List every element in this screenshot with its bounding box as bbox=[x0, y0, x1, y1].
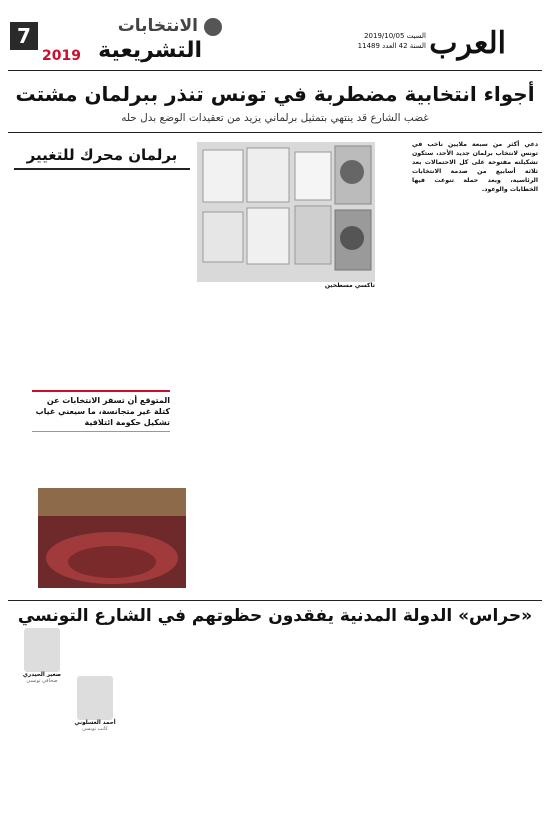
masthead-divider bbox=[8, 70, 542, 71]
pull-quote bbox=[32, 390, 170, 432]
posters-graphic bbox=[197, 142, 375, 282]
section-banner bbox=[42, 16, 222, 66]
article-column-1 bbox=[412, 140, 538, 385]
section-year: 2019 bbox=[42, 48, 81, 64]
bottom-divider bbox=[8, 600, 542, 601]
author-right-photo bbox=[24, 628, 60, 672]
side-headline: برلمان محرك للتغيير bbox=[14, 146, 190, 170]
issue-date: السبت 2019/10/05 bbox=[364, 32, 426, 40]
photo-caption bbox=[197, 282, 375, 296]
photo-credit: تاكسي مسطحين bbox=[324, 282, 375, 289]
main-subheadline: غضب الشارع قد ينتهي بتمثيل برلماني يزيد من تعقيدات الوضع بدل حله bbox=[121, 112, 429, 124]
page-number: 7 bbox=[10, 22, 38, 50]
author-right-name: صغير الحيدري bbox=[22, 672, 62, 678]
campaign-posters-photo bbox=[197, 142, 375, 282]
issue-number: السنة 42 العدد 11489 bbox=[357, 42, 426, 50]
parliament-photo bbox=[38, 488, 186, 588]
masthead bbox=[0, 0, 550, 72]
issue-info bbox=[336, 31, 426, 51]
bottom-headline: «حراس» الدولة المدنية يفقدون حظوتهم في الشارع التونسي bbox=[17, 606, 533, 626]
author-right-role: صحافي تونسي bbox=[26, 678, 58, 684]
section-title-top: الانتخابات bbox=[117, 16, 198, 36]
headline-divider bbox=[8, 132, 542, 133]
section-title-bottom: التشريعية bbox=[98, 38, 202, 63]
author-left-name: أحمد العسلوني bbox=[74, 720, 116, 726]
parliament-graphic bbox=[38, 488, 186, 588]
author-right bbox=[12, 628, 72, 698]
author-left-photo bbox=[77, 676, 113, 720]
newspaper-logo: العرب bbox=[429, 26, 506, 61]
ballot-icon bbox=[204, 18, 222, 36]
author-left-role: كاتب تونسي bbox=[82, 726, 108, 732]
article-lead: دعي أكثر من سبعة ملايين ناخب في تونس لانتخاب برلمان جديد الأحد، ستكون تشكيلته مفتوحة على كل الاحتمالات بعد ثلاثة أسابيع من صدمة الانتخابات الرئاسية، وبعد حملة تنوعت فيها الخطابات والوعود. bbox=[412, 141, 538, 193]
main-headline: أجواء انتخابية مضطربة في تونس تنذر ببرلمان مشتت bbox=[15, 82, 535, 106]
pull-quote-text: المتوقع أن تسفر الانتخابات عن كتلة غير متجانسة، ما سيعني غياب تشكيل حكومة ائتلافية bbox=[35, 396, 170, 427]
author-left bbox=[70, 676, 120, 736]
